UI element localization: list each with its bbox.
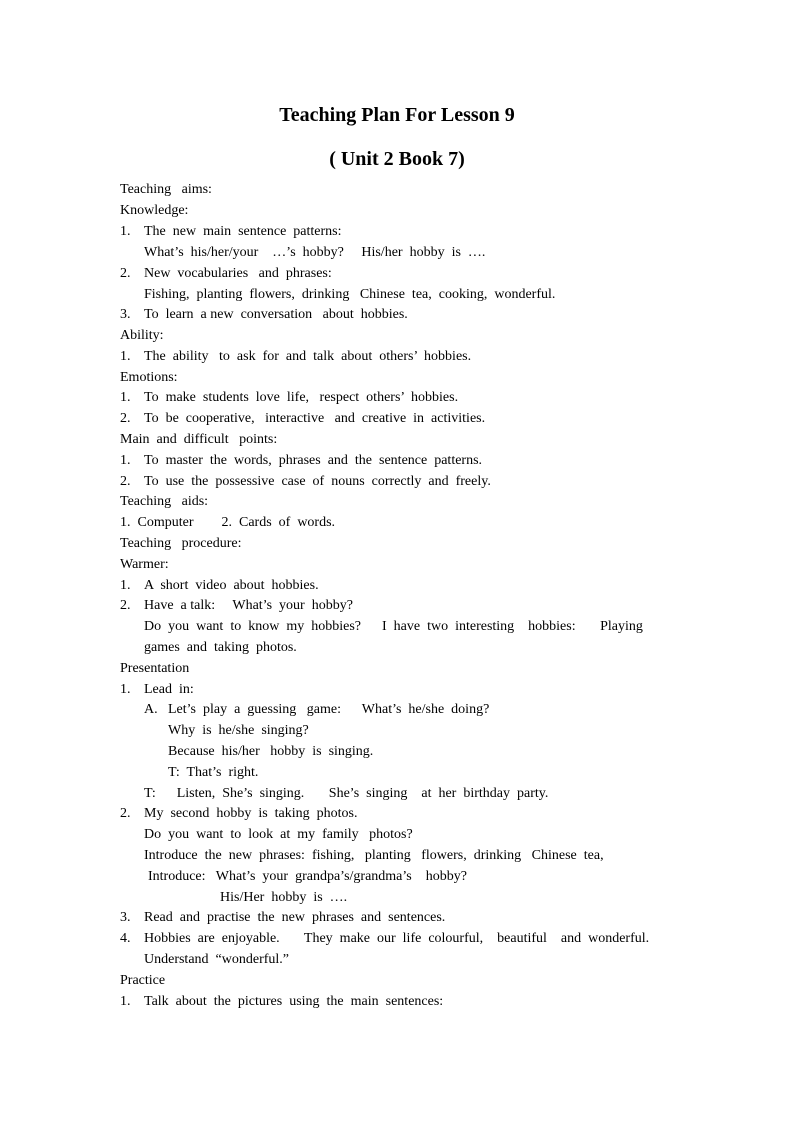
section-heading: Presentation (120, 661, 190, 676)
list-number: 1. (120, 578, 131, 593)
section-heading: Knowledge: (120, 203, 189, 218)
list-item: To master the words, phrases and the sentence patterns. (144, 453, 483, 468)
list-item: The new main sentence patterns: (144, 224, 342, 239)
list-item: Read and practise the new phrases and sentences. (144, 910, 446, 925)
list-item-detail: Understand “wonderful.” (144, 952, 290, 967)
list-number: 2. (120, 806, 131, 821)
list-number: 3. (120, 307, 131, 322)
list-number: 1. (120, 349, 131, 364)
list-item-detail: games and taking photos. (144, 640, 297, 655)
list-item-detail: Fishing, planting flowers, drinking Chinese tea, cooking, wonderful. (144, 287, 556, 302)
list-item-detail: What’s his/her/your …’s hobby? His/her hobby is …. (144, 245, 486, 260)
list-item-detail: Do you want to know my hobbies? I have two interesting hobbies: Playing (144, 619, 643, 634)
list-item: Lead in: (144, 682, 194, 697)
list-item: To use the possessive case of nouns correctly and freely. (144, 474, 491, 489)
list-item-detail: Introduce: What’s your grandpa’s/grandma’s hobby? (148, 869, 467, 884)
section-heading: Emotions: (120, 370, 178, 385)
list-item-detail: Because his/her hobby is singing. (168, 744, 374, 759)
list-item: The ability to ask for and talk about others’ hobbies. (144, 349, 472, 364)
document-subtitle: ( Unit 2 Book 7) (329, 148, 465, 170)
list-item-detail: Why is he/she singing? (168, 723, 309, 738)
list-item: To learn a new conversation about hobbies. (144, 307, 408, 322)
list-number: 1. (120, 682, 131, 697)
list-item: New vocabularies and phrases: (144, 266, 332, 281)
list-item-detail: Introduce the new phrases: fishing, planting flowers, drinking Chinese tea, (144, 848, 604, 863)
list-item-detail: Let’s play a guessing game: What’s he/she doing? (168, 702, 490, 717)
list-number: 2. (120, 411, 131, 426)
list-number: 3. (120, 910, 131, 925)
section-heading: Teaching aims: (120, 182, 212, 197)
list-item-detail: T: That’s right. (168, 765, 259, 780)
section-heading: Teaching aids: (120, 494, 209, 509)
list-number: 1. (120, 994, 131, 1009)
list-number: 4. (120, 931, 131, 946)
document-title: Teaching Plan For Lesson 9 (279, 104, 515, 126)
list-number: 2. (120, 266, 131, 281)
section-heading: Main and difficult points: (120, 432, 278, 447)
list-item: 1. Computer 2. Cards of words. (120, 515, 336, 530)
list-number: 1. (120, 453, 131, 468)
list-number: 2. (120, 598, 131, 613)
list-item-detail: His/Her hobby is …. (220, 890, 348, 905)
section-heading: Ability: (120, 328, 164, 343)
list-item: My second hobby is taking photos. (144, 806, 358, 821)
section-heading: Teaching procedure: (120, 536, 242, 551)
list-item: Talk about the pictures using the main sentences: (144, 994, 444, 1009)
list-item-detail: T: Listen, She’s singing. She’s singing at her birthday party. (144, 786, 549, 801)
list-item: To make students love life, respect others’ hobbies. (144, 390, 459, 405)
list-number: 1. (120, 390, 131, 405)
list-item-detail: Do you want to look at my family photos? (144, 827, 413, 842)
list-number: A. (144, 702, 158, 717)
list-item: Have a talk: What’s your hobby? (144, 598, 353, 613)
list-item: A short video about hobbies. (144, 578, 319, 593)
section-heading: Practice (120, 973, 166, 988)
list-number: 1. (120, 224, 131, 239)
list-item: To be cooperative, interactive and creative in activities. (144, 411, 486, 426)
section-heading: Warmer: (120, 557, 169, 572)
list-number: 2. (120, 474, 131, 489)
list-item: Hobbies are enjoyable. They make our life colourful, beautiful and wonderful. (144, 931, 650, 946)
